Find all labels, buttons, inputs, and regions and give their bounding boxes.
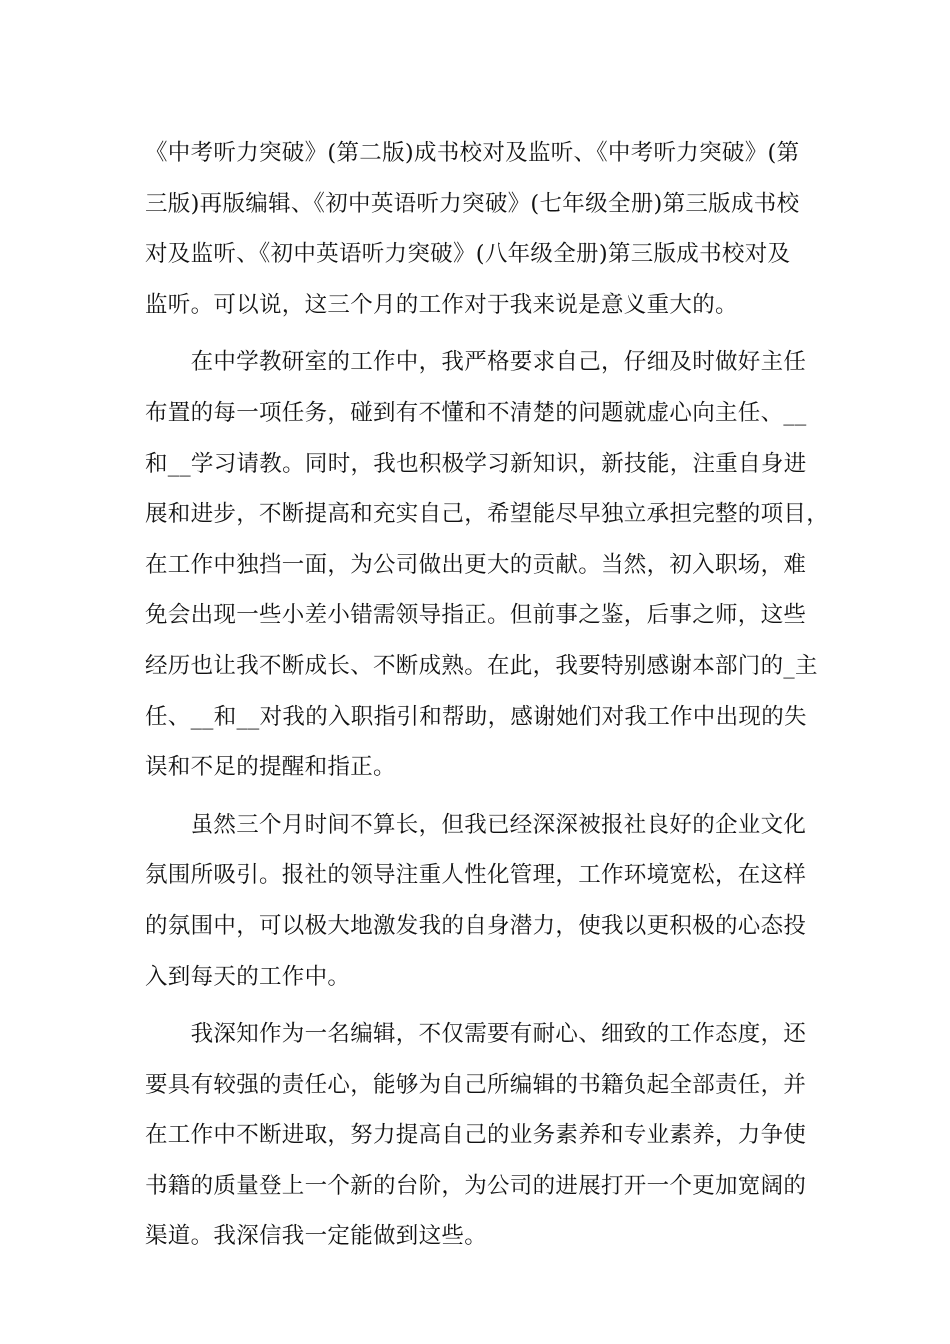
text-line: 书籍的质量登上一个新的台阶，为公司的进展打开一个更加宽阔的 [145, 1172, 807, 1199]
text-line: 任、__和__对我的入职指引和帮助，感谢她们对我工作中出现的失 [145, 703, 807, 730]
paragraph-2 [145, 337, 830, 792]
text-line: 渠道。我深信我一定能做到这些。 [145, 1223, 488, 1250]
text-line: 对及监听、《初中英语听力突破》(八年级全册)第三版成书校对及 [145, 241, 791, 268]
paragraph-3 [145, 800, 825, 1002]
paragraph-4 [145, 1009, 825, 1262]
text-line: 在中学教研室的工作中，我严格要求自己，仔细及时做好主任 [145, 349, 807, 376]
text-line: 我深知作为一名编辑，不仅需要有耐心、细致的工作态度，还 [145, 1021, 807, 1048]
text-line: 经历也让我不断成长、不断成熟。在此，我要特别感谢本部门的_主 [145, 652, 818, 679]
text-line: 误和不足的提醒和指正。 [145, 754, 396, 781]
text-line: 和__学习请教。同时，我也积极学习新知识，新技能，注重自身进 [145, 450, 807, 477]
text-line: 在工作中不断进取，努力提高自己的业务素养和专业素养，力争使 [145, 1122, 807, 1149]
paragraph-1 [145, 128, 825, 330]
document-body [145, 128, 830, 1262]
text-line: 虽然三个月时间不算长，但我已经深深被报社良好的企业文化 [145, 811, 807, 838]
text-line: 三版)再版编辑、《初中英语听力突破》(七年级全册)第三版成书校 [145, 190, 800, 217]
text-line: 《中考听力突破》(第二版)成书校对及监听、《中考听力突破》(第 [145, 140, 800, 166]
text-line: 展和进步，不断提高和充实自己，希望能尽早独立承担完整的项目， [145, 501, 830, 528]
text-line: 监听。可以说，这三个月的工作对于我来说是意义重大的。 [145, 291, 738, 318]
text-line: 在工作中独挡一面，为公司做出更大的贡献。当然，初入职场，难 [145, 551, 807, 578]
text-line: 入到每天的工作中。 [145, 963, 351, 990]
text-line: 的氛围中，可以极大地激发我的自身潜力，使我以更积极的心态投 [145, 912, 807, 939]
text-line: 免会出现一些小差小错需领导指正。但前事之鉴，后事之师，这些 [145, 602, 807, 629]
text-line: 氛围所吸引。报社的领导注重人性化管理，工作环境宽松，在这样 [145, 862, 807, 889]
text-line: 要具有较强的责任心，能够为自己所编辑的书籍负起全部责任，并 [145, 1071, 807, 1098]
text-line: 布置的每一项任务，碰到有不懂和不清楚的问题就虚心向主任、__ [145, 399, 807, 426]
